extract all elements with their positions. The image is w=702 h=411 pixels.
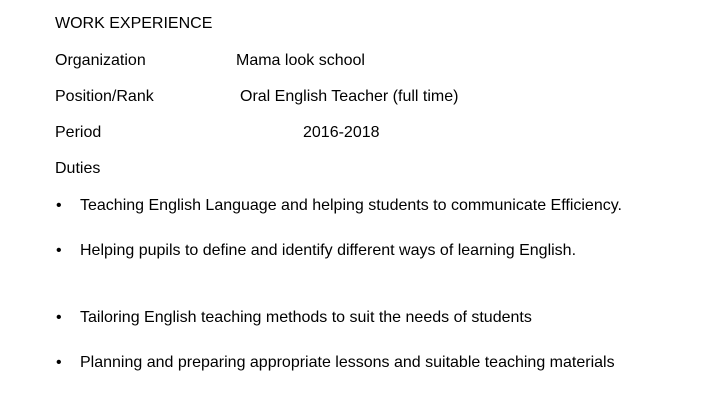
organization-value: Mama look school bbox=[236, 52, 365, 69]
duty-text: Planning and preparing appropriate lessons and suitable teaching materials bbox=[80, 354, 615, 371]
duty-list-item bbox=[0, 308, 702, 328]
bullet-icon: • bbox=[56, 309, 62, 326]
bullet-icon: • bbox=[56, 354, 62, 371]
period-value: 2016-2018 bbox=[303, 124, 380, 141]
bullet-icon: • bbox=[56, 197, 62, 214]
bullet-icon: • bbox=[56, 242, 62, 259]
duties-label: Duties bbox=[55, 160, 101, 177]
duty-list-item bbox=[0, 241, 702, 261]
duty-list-item bbox=[0, 353, 702, 373]
position-value: Oral English Teacher (full time) bbox=[240, 88, 459, 105]
position-label: Position/Rank bbox=[55, 88, 154, 105]
section-heading: WORK EXPERIENCE bbox=[55, 15, 213, 32]
period-label: Period bbox=[55, 124, 102, 141]
organization-label: Organization bbox=[55, 52, 146, 69]
duty-text: Tailoring English teaching methods to suit the needs of students bbox=[80, 309, 532, 326]
duty-list-item bbox=[0, 196, 702, 216]
duty-text: Helping pupils to define and identify different ways of learning English. bbox=[80, 242, 577, 259]
duty-text: Teaching English Language and helping students to communicate Efficiency. bbox=[80, 197, 622, 214]
